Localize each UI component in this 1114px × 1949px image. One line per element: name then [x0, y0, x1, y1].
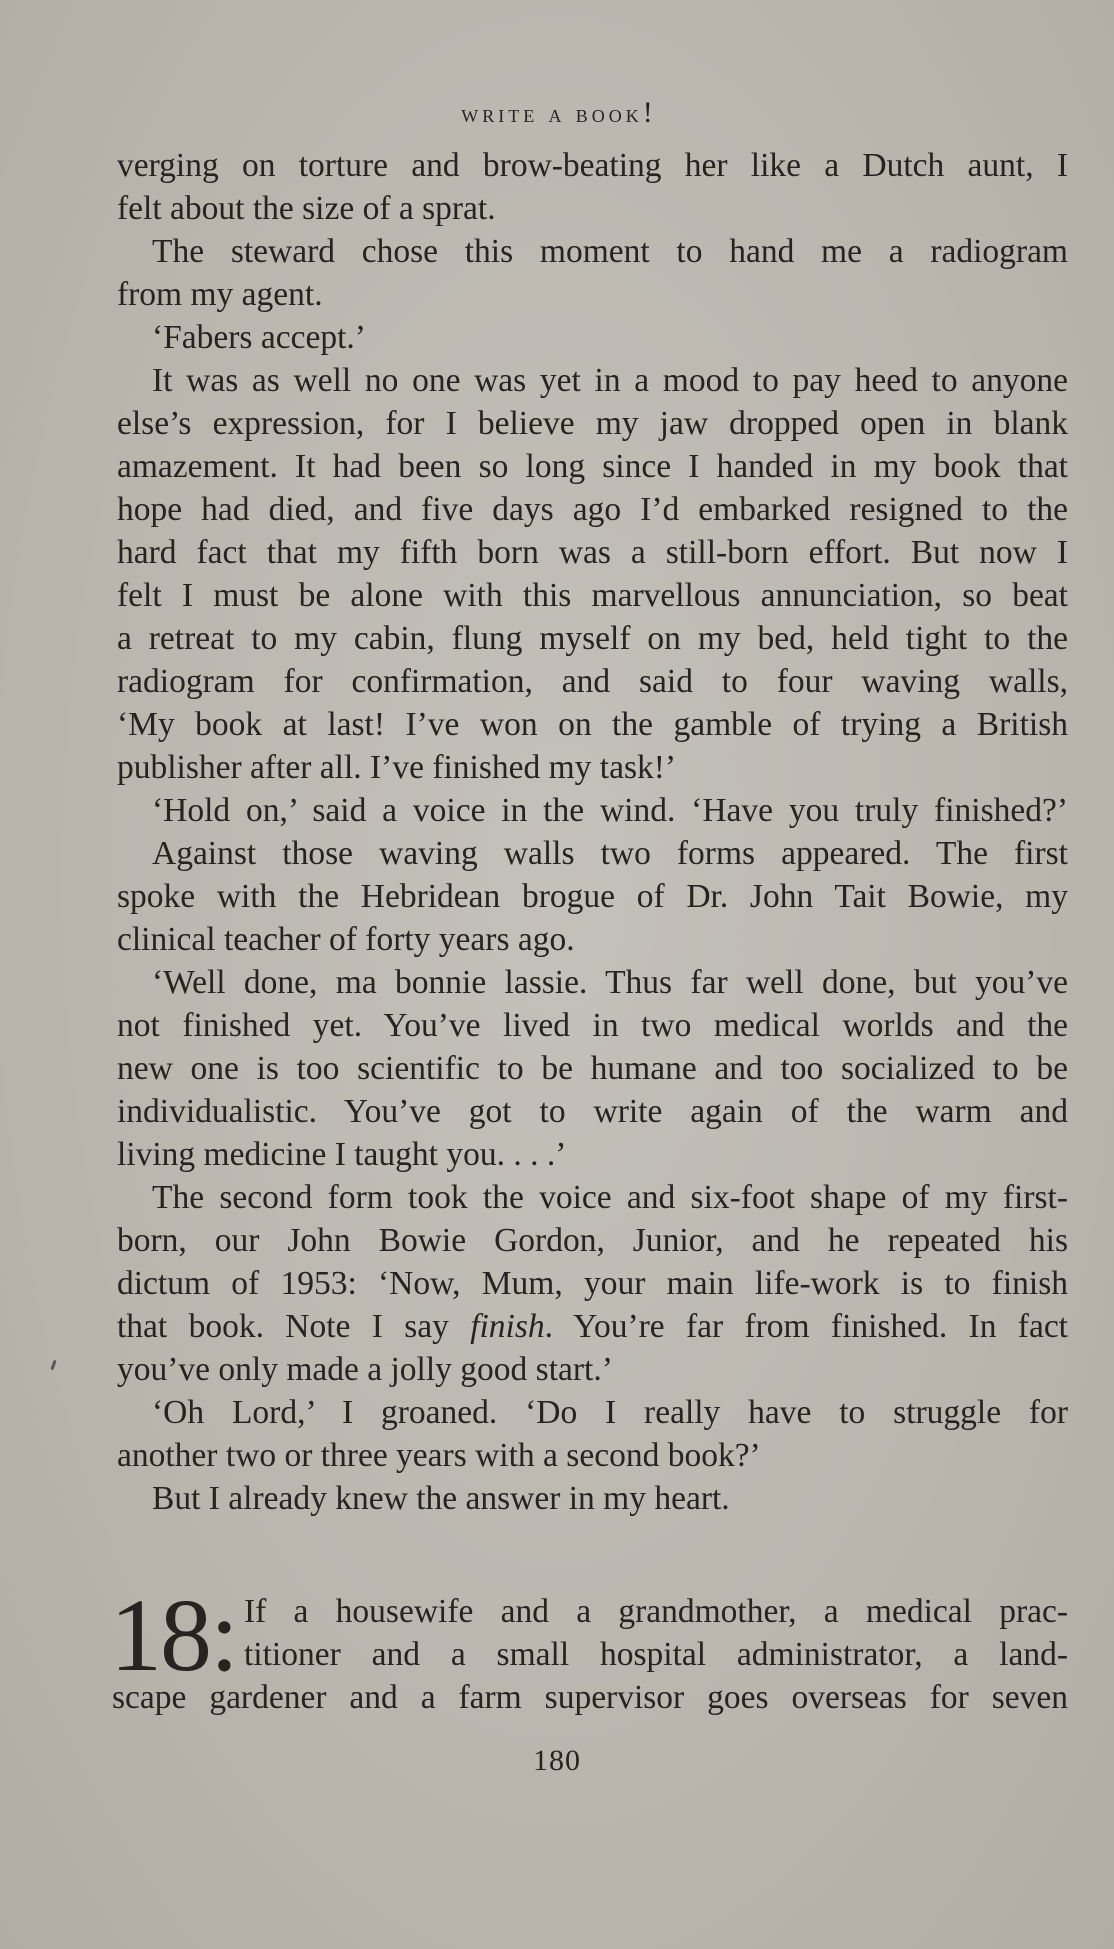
- text-line: But I already knew the answer in my heart.: [152, 1480, 730, 1517]
- text-line: felt I must be alone with this marvellous annunciation, so beat: [117, 577, 1068, 614]
- text-line: felt about the size of a sprat.: [117, 190, 496, 227]
- text-line: you’ve only made a jolly good start.’: [117, 1351, 613, 1388]
- section-number-drop-cap: [110, 1578, 237, 1693]
- text-line: clinical teacher of forty years ago.: [117, 921, 575, 958]
- section-line: scape gardener and a farm supervisor goes overseas for seven: [112, 1679, 1068, 1716]
- text-line: verging on torture and brow-beating her like a Dutch aunt, I: [117, 147, 1068, 184]
- running-head: [0, 96, 1114, 130]
- text-line: hard fact that my fifth born was a still-born effort. But now I: [117, 534, 1068, 571]
- section-line: titioner and a small hospital administrator, a land-: [244, 1636, 1068, 1673]
- section-number: 18: [110, 1578, 210, 1693]
- text-line: living medicine I taught you. . . .’: [117, 1136, 567, 1173]
- text-line: else’s expression, for I believe my jaw dropped open in blank: [117, 405, 1068, 442]
- text-line: Against those waving walls two forms appeared. The first: [152, 835, 1068, 872]
- text-line: The steward chose this moment to hand me a radiogram: [152, 233, 1068, 270]
- drop-cap-colon: :: [210, 1578, 237, 1693]
- text-line: radiogram for confirmation, and said to four waving walls,: [117, 663, 1068, 700]
- text-line: It was as well no one was yet in a mood to pay heed to anyone: [152, 362, 1068, 399]
- text-line: ‘Fabers accept.’: [152, 319, 366, 356]
- text-line: The second form took the voice and six-foot shape of my first-: [152, 1179, 1068, 1216]
- body-text: [117, 144, 1068, 1520]
- text-line: amazement. It had been so long since I handed in my book that: [117, 448, 1068, 485]
- emphasis: finish: [470, 1308, 545, 1345]
- text-line: publisher after all. I’ve finished my task!’: [117, 749, 677, 786]
- text-line: from my agent.: [117, 276, 323, 313]
- page-number: 180: [533, 1744, 581, 1777]
- text-line: ‘Hold on,’ said a voice in the wind. ‘Have you truly finished?’: [152, 792, 1068, 829]
- section-line: If a housewife and a grandmother, a medical prac-: [244, 1593, 1068, 1630]
- text-line: ‘My book at last! I’ve won on the gamble of trying a British: [117, 706, 1068, 743]
- text-line: ‘Oh Lord,’ I groaned. ‘Do I really have to struggle for: [152, 1394, 1068, 1431]
- text-line: ‘Well done, ma bonnie lassie. Thus far well done, but you’ve: [152, 964, 1068, 1001]
- text-line: a retreat to my cabin, flung myself on my bed, held tight to the: [117, 620, 1068, 657]
- running-head-mark: !: [642, 96, 653, 129]
- text-line: another two or three years with a second book?’: [117, 1437, 761, 1474]
- text-line: spoke with the Hebridean brogue of Dr. John Tait Bowie, my: [117, 878, 1068, 915]
- text-line: individualistic. You’ve got to write again of the warm and: [117, 1093, 1068, 1130]
- text-line: new one is too scientific to be humane and too socialized to be: [117, 1050, 1068, 1087]
- section-18: [110, 1578, 1068, 1719]
- text-line: dictum of 1953: ‘Now, Mum, your main life-work is to finish: [117, 1265, 1068, 1302]
- paper-speck: [50, 1360, 56, 1370]
- text-line: that book. Note I say finish. You’re far from finished. In fact: [117, 1308, 1068, 1345]
- text-line: not finished yet. You’ve lived in two medical worlds and the: [117, 1007, 1068, 1044]
- text-line: born, our John Bowie Gordon, Junior, and he repeated his: [117, 1222, 1068, 1259]
- text-line: hope had died, and five days ago I’d embarked resigned to the: [117, 491, 1068, 528]
- running-head-title: write a book: [461, 101, 643, 128]
